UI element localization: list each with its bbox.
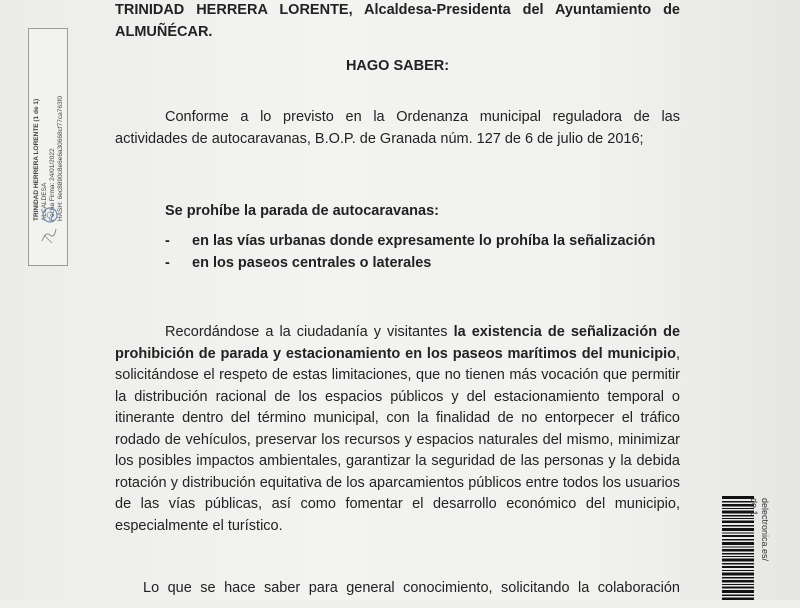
- reminder-rest: , solicitándose el respeto de estas limitaciones, que no tienen más vocación que permitir la distribución racional de los espacios públicos y del estacionamiento temporal o itinerante dentro del término municipal, con la finalidad de no entorpecer el tráfico rodado de vehículos, preservar los recursos y espacios naturales del mismo, minimizar los posibles impactos ambientales, garantizar la seguridad de las personas y la debida rotación y distribución equitativa de los aparcamientos públicos entre todos los usuarios de las vías públicas, así como fomentar el desarrollo económico del municipio, especialmente el turístico.: [115, 345, 680, 534]
- signer-name: TRINIDAD HERRERA LORENTE (1 de 1): [33, 98, 40, 221]
- paragraph-ordinance-line-2: actividades de autocaravanas, B.O.P. de Granada núm. 127 de 6 de julio de 2016;: [115, 130, 644, 147]
- verification-url: delectronica.es/ de 1: [749, 498, 770, 562]
- prohibition-title: Se prohíbe la parada de autocaravanas:: [165, 203, 439, 219]
- paragraph-ordinance-line-1: Conforme a lo previsto en la Ordenanza municipal reguladora de las: [165, 109, 680, 125]
- list-item: - en los paseos centrales o laterales: [165, 253, 655, 275]
- signature-stamp-text: [33, 41, 63, 221]
- signature-stamp: [28, 28, 68, 266]
- list-bullet: -: [165, 233, 170, 249]
- issuer-header-line-1: TRINIDAD HERRERA LORENTE, Alcaldesa-Presidenta del Ayuntamiento de: [115, 2, 680, 18]
- electronic-seal-icon: [38, 205, 60, 245]
- prohibition-list: [165, 231, 655, 275]
- signature-hash: HASH: 6ec8890c8e6e6a30668cf77ca763f0: [57, 95, 64, 221]
- signature-date: Fecha Firma: 24/01/2022: [49, 148, 56, 221]
- list-item: - en las vías urbanas donde expresamente lo prohíba la señalización: [165, 231, 655, 253]
- reminder-bold-text: la existencia de señalización de prohibición de parada y estacionamiento en los paseos marítimos del municipio: [115, 324, 681, 362]
- paragraph-ordinance: [115, 107, 680, 150]
- paragraph-closing: Lo que se hace saber para general conocimiento, solicitando la colaboración: [143, 580, 680, 596]
- paragraph-reminder: [115, 322, 680, 537]
- list-bullet: -: [165, 255, 170, 271]
- issuer-header-line-2: ALMUÑÉCAR.: [115, 23, 213, 40]
- reminder-intro: Recordándose a la ciudadanía y visitantes: [165, 324, 448, 340]
- signer-role: ALCALDESA: [41, 182, 48, 221]
- issuer-header: [115, 0, 680, 43]
- document-heading: HAGO SABER:: [345, 58, 450, 74]
